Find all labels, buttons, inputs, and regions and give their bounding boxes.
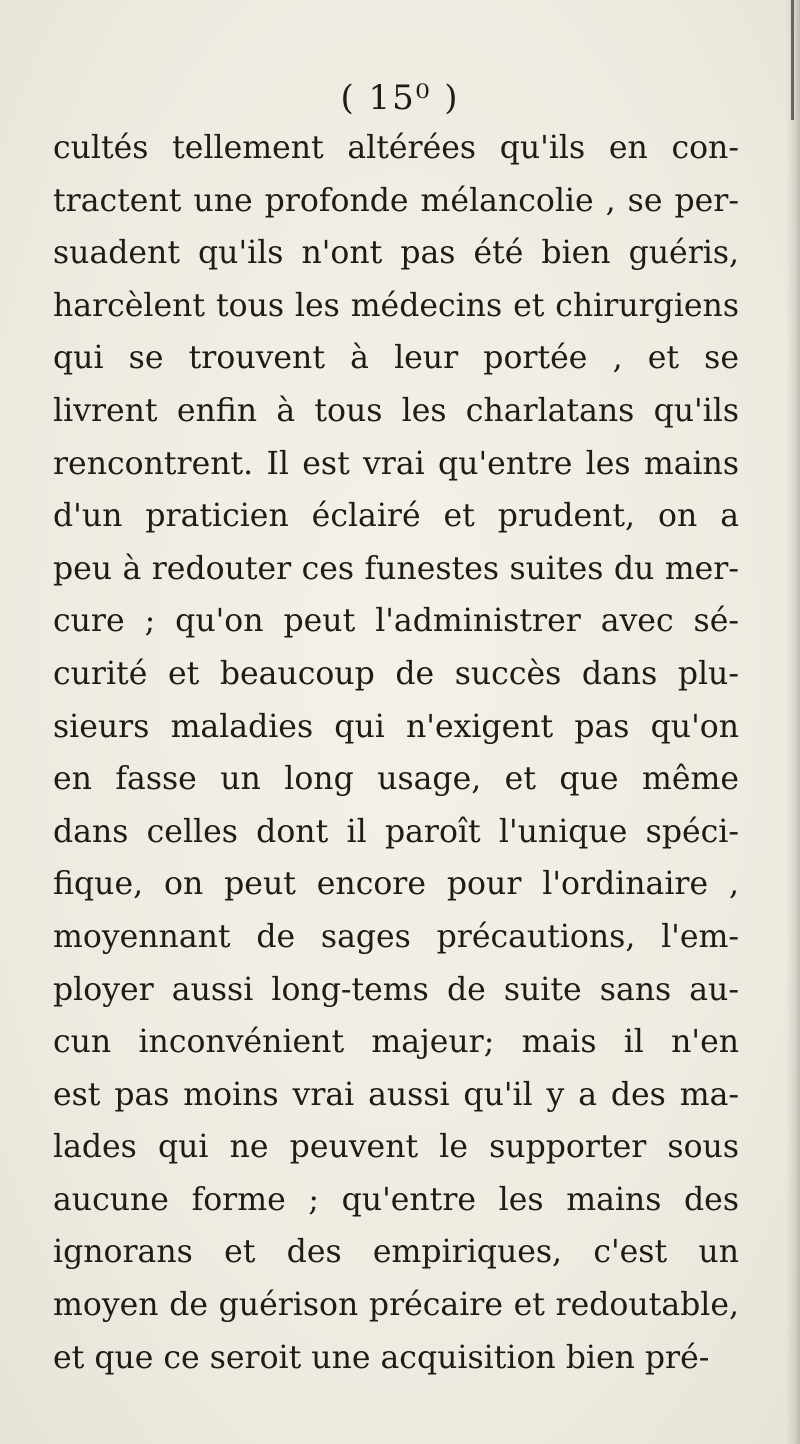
text-line: est pas moins vrai aussi qu'il y a des ma- xyxy=(53,1076,739,1113)
text-line: en fasse un long usage, et que même xyxy=(53,761,739,798)
text-line: moyennant de sages précautions, l'em- xyxy=(53,918,739,955)
text-line: peu à redouter ces funestes suites du mer- xyxy=(53,550,739,587)
text-line: tractent une profonde mélancolie , se per- xyxy=(53,182,739,219)
text-line: moyen de guérison précaire et redoutable, xyxy=(53,1287,739,1324)
body-text xyxy=(53,122,793,1384)
text-line: qui se trouvent à leur portée , et se xyxy=(53,340,739,377)
text-line: curité et beaucoup de succès dans plu- xyxy=(53,655,739,692)
text-line: d'un praticien éclairé et prudent, on a xyxy=(53,498,739,535)
text-line: livrent enfin à tous les charlatans qu'ils xyxy=(53,392,739,429)
text-line: ployer aussi long-tems de suite sans au- xyxy=(53,971,739,1008)
text-line: fique, on peut encore pour l'ordinaire , xyxy=(53,866,739,903)
text-line: sieurs maladies qui n'exigent pas qu'on xyxy=(53,708,739,745)
text-line: rencontrent. Il est vrai qu'entre les mains xyxy=(53,445,739,482)
text-line: cure ; qu'on peut l'administrer avec sé- xyxy=(53,603,739,640)
text-line: suadent qu'ils n'ont pas été bien guéris, xyxy=(53,235,739,272)
text-line: dans celles dont il paroît l'unique spéci- xyxy=(53,813,739,850)
text-line: lades qui ne peuvent le supporter sous xyxy=(53,1129,739,1166)
text-line: cun inconvénient majeur; mais il n'en xyxy=(53,1024,739,1061)
text-line: cultés tellement altérées qu'ils en con- xyxy=(53,130,739,166)
text-line: et que ce seroit une acquisition bien pré- xyxy=(53,1339,710,1376)
text-line: harcèlent tous les médecins et chirurgiens xyxy=(53,287,739,324)
page-number: ( 15⁰ ) xyxy=(340,78,460,118)
text-line: aucune forme ; qu'entre les mains des xyxy=(53,1181,739,1218)
text-line: ignorans et des empiriques, c'est un xyxy=(53,1234,739,1271)
